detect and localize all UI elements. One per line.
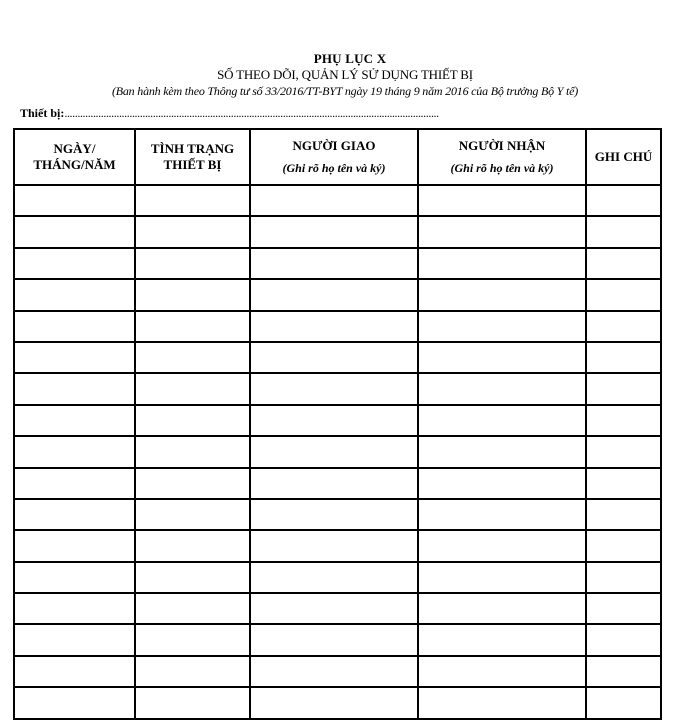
- cell-device-status[interactable]: [135, 499, 250, 530]
- header-receiver-note: (Ghi rõ họ tên và ký): [450, 161, 554, 175]
- cell-deliverer[interactable]: [250, 342, 418, 373]
- cell-date[interactable]: [14, 562, 135, 593]
- cell-receiver[interactable]: [418, 593, 586, 624]
- cell-date[interactable]: [14, 624, 135, 655]
- cell-device-status[interactable]: [135, 436, 250, 467]
- header-status-line2: THIẾT BỊ: [163, 157, 222, 172]
- document-issued-by: (Ban hành kèm theo Thông tư số 33/2016/TT-BYT ngày 19 tháng 9 năm 2016 của Bộ trưởng Bộ Y tế): [111, 84, 579, 98]
- cell-receiver[interactable]: [418, 279, 586, 310]
- cell-notes[interactable]: [586, 311, 661, 342]
- cell-receiver[interactable]: [418, 342, 586, 373]
- cell-date[interactable]: [14, 216, 135, 247]
- table-row: [14, 216, 661, 247]
- table-row: [14, 405, 661, 436]
- header-status-line1: TÌNH TRẠNG: [150, 141, 235, 156]
- cell-notes[interactable]: [586, 405, 661, 436]
- cell-device-status[interactable]: [135, 248, 250, 279]
- cell-device-status[interactable]: [135, 405, 250, 436]
- cell-deliverer[interactable]: [250, 624, 418, 655]
- cell-device-status[interactable]: [135, 593, 250, 624]
- header-receiver-label: NGƯỜI NHẬN: [458, 138, 546, 153]
- cell-notes[interactable]: [586, 373, 661, 404]
- table-row: [14, 499, 661, 530]
- cell-notes[interactable]: [586, 436, 661, 467]
- table-row: [14, 342, 661, 373]
- table-row: [14, 279, 661, 310]
- cell-date[interactable]: [14, 468, 135, 499]
- header-notes: [586, 129, 661, 185]
- table-row: [14, 593, 661, 624]
- cell-date[interactable]: [14, 530, 135, 561]
- cell-receiver[interactable]: [418, 248, 586, 279]
- cell-receiver[interactable]: [418, 405, 586, 436]
- cell-receiver[interactable]: [418, 530, 586, 561]
- cell-device-status[interactable]: [135, 687, 250, 718]
- table-row: [14, 530, 661, 561]
- cell-deliverer[interactable]: [250, 248, 418, 279]
- cell-deliverer[interactable]: [250, 499, 418, 530]
- cell-notes[interactable]: [586, 624, 661, 655]
- header-date-line2: THÁNG/NĂM: [33, 157, 116, 172]
- cell-notes[interactable]: [586, 499, 661, 530]
- cell-notes[interactable]: [586, 279, 661, 310]
- table-row: [14, 373, 661, 404]
- cell-date[interactable]: [14, 405, 135, 436]
- cell-device-status[interactable]: [135, 185, 250, 216]
- cell-device-status[interactable]: [135, 342, 250, 373]
- cell-date[interactable]: [14, 656, 135, 687]
- cell-notes[interactable]: [586, 656, 661, 687]
- table-row: [14, 248, 661, 279]
- cell-device-status[interactable]: [135, 624, 250, 655]
- cell-date[interactable]: [14, 342, 135, 373]
- cell-deliverer[interactable]: [250, 530, 418, 561]
- cell-notes[interactable]: [586, 562, 661, 593]
- cell-date[interactable]: [14, 687, 135, 718]
- cell-deliverer[interactable]: [250, 593, 418, 624]
- cell-date[interactable]: [14, 185, 135, 216]
- cell-deliverer[interactable]: [250, 405, 418, 436]
- cell-receiver[interactable]: [418, 624, 586, 655]
- cell-receiver[interactable]: [418, 436, 586, 467]
- cell-receiver[interactable]: [418, 216, 586, 247]
- table-row: [14, 436, 661, 467]
- device-label: Thiết bị:: [20, 106, 65, 120]
- cell-notes[interactable]: [586, 530, 661, 561]
- cell-date[interactable]: [14, 499, 135, 530]
- cell-receiver[interactable]: [418, 687, 586, 718]
- cell-receiver[interactable]: [418, 185, 586, 216]
- header-notes-label: GHI CHÚ: [594, 149, 653, 164]
- cell-notes[interactable]: [586, 687, 661, 718]
- document-subtitle: SỐ THEO DÕI, QUẢN LÝ SỬ DỤNG THIẾT BỊ: [217, 67, 473, 82]
- table-row: [14, 687, 661, 718]
- cell-deliverer[interactable]: [250, 656, 418, 687]
- header-receiver: [418, 129, 586, 185]
- device-blank: ................................................................................................................................................: [64, 106, 439, 120]
- cell-date[interactable]: [14, 311, 135, 342]
- cell-notes[interactable]: [586, 593, 661, 624]
- cell-notes[interactable]: [586, 342, 661, 373]
- table-row: [14, 311, 661, 342]
- cell-receiver[interactable]: [418, 373, 586, 404]
- cell-date[interactable]: [14, 373, 135, 404]
- table-body: [14, 185, 661, 719]
- header-deliverer-note: (Ghi rõ họ tên và ký): [282, 161, 386, 175]
- cell-device-status[interactable]: [135, 656, 250, 687]
- header-device-status: [135, 129, 250, 185]
- cell-device-status[interactable]: [135, 562, 250, 593]
- device-line: [20, 106, 439, 121]
- cell-notes[interactable]: [586, 468, 661, 499]
- cell-device-status[interactable]: [135, 468, 250, 499]
- header-deliverer: [250, 129, 418, 185]
- cell-device-status[interactable]: [135, 530, 250, 561]
- cell-deliverer[interactable]: [250, 562, 418, 593]
- cell-deliverer[interactable]: [250, 216, 418, 247]
- cell-deliverer[interactable]: [250, 468, 418, 499]
- cell-device-status[interactable]: [135, 311, 250, 342]
- table-row: [14, 656, 661, 687]
- cell-deliverer[interactable]: [250, 687, 418, 718]
- cell-receiver[interactable]: [418, 311, 586, 342]
- cell-device-status[interactable]: [135, 373, 250, 404]
- cell-deliverer[interactable]: [250, 185, 418, 216]
- cell-deliverer[interactable]: [250, 373, 418, 404]
- cell-deliverer[interactable]: [250, 436, 418, 467]
- cell-notes[interactable]: [586, 185, 661, 216]
- cell-receiver[interactable]: [418, 562, 586, 593]
- table-row: [14, 562, 661, 593]
- header-date-line1: NGÀY/: [53, 141, 96, 156]
- header-deliverer-label: NGƯỜI GIAO: [292, 138, 376, 153]
- document-title: PHỤ LỤC X: [313, 51, 387, 66]
- cell-notes[interactable]: [586, 248, 661, 279]
- cell-date[interactable]: [14, 593, 135, 624]
- cell-deliverer[interactable]: [250, 311, 418, 342]
- cell-deliverer[interactable]: [250, 279, 418, 310]
- cell-receiver[interactable]: [418, 468, 586, 499]
- cell-notes[interactable]: [586, 216, 661, 247]
- cell-device-status[interactable]: [135, 279, 250, 310]
- header-date: [14, 129, 135, 185]
- table-row: [14, 468, 661, 499]
- cell-date[interactable]: [14, 279, 135, 310]
- cell-date[interactable]: [14, 248, 135, 279]
- table-row: [14, 624, 661, 655]
- cell-device-status[interactable]: [135, 216, 250, 247]
- cell-receiver[interactable]: [418, 499, 586, 530]
- equipment-log-table: [13, 128, 662, 720]
- cell-receiver[interactable]: [418, 656, 586, 687]
- table-header-row: [14, 129, 661, 185]
- cell-date[interactable]: [14, 436, 135, 467]
- table-row: [14, 185, 661, 216]
